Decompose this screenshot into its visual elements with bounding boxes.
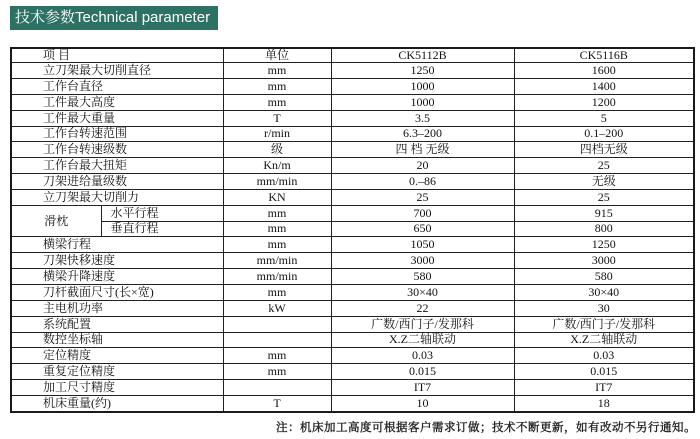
table-row	[11, 253, 694, 269]
value-cell: 1050	[331, 237, 514, 253]
table-body	[11, 63, 694, 412]
value-cell: 6.3–200	[331, 126, 514, 142]
table-row	[11, 221, 694, 237]
value-cell: 级	[223, 142, 331, 158]
row-label-cell: 刀架快移速度	[11, 253, 223, 269]
value-cell: IT7	[331, 380, 514, 396]
value-cell: mm	[223, 205, 331, 221]
technical-parameter-table	[10, 47, 695, 413]
row-label-cell: 水平行程	[101, 205, 223, 221]
value-cell: 1400	[514, 79, 694, 95]
table-row	[11, 300, 694, 316]
value-cell: Kn/m	[223, 158, 331, 174]
row-label-cell: 工作台最大扭矩	[11, 158, 223, 174]
value-cell: mm	[223, 221, 331, 237]
value-cell: kW	[223, 300, 331, 316]
value-cell: mm	[223, 348, 331, 364]
row-label-cell: 系统配置	[11, 316, 223, 332]
value-cell	[223, 316, 331, 332]
value-cell: 0.03	[514, 348, 694, 364]
value-cell: T	[223, 395, 331, 412]
table-row	[11, 126, 694, 142]
value-cell: 1250	[514, 237, 694, 253]
table-header-row	[11, 48, 694, 63]
value-cell	[223, 332, 331, 348]
row-label-cell: 加工尺寸精度	[11, 380, 223, 396]
value-cell: mm/min	[223, 269, 331, 285]
page-title: 技术参数Technical parameter	[10, 6, 218, 30]
value-cell: 1000	[331, 79, 514, 95]
value-cell: r/min	[223, 126, 331, 142]
value-cell: 3.5	[331, 110, 514, 126]
table-row	[11, 237, 694, 253]
value-cell: 无级	[514, 174, 694, 190]
value-cell: T	[223, 110, 331, 126]
value-cell: 1000	[331, 94, 514, 110]
value-cell: mm/min	[223, 174, 331, 190]
value-cell: 0.015	[514, 364, 694, 380]
column-header-item: 项 目	[11, 48, 223, 63]
group-label-cell: 滑枕	[11, 205, 101, 237]
table-row	[11, 189, 694, 205]
value-cell: 四档无级	[514, 142, 694, 158]
table-row	[11, 316, 694, 332]
value-cell: X.Z二轴联动	[331, 332, 514, 348]
row-label-cell: 重复定位精度	[11, 364, 223, 380]
value-cell: 650	[331, 221, 514, 237]
row-label-cell: 刀杆截面尺寸(长×宽)	[11, 285, 223, 301]
table-row	[11, 395, 694, 412]
row-label-cell: 数控坐标轴	[11, 332, 223, 348]
value-cell: mm	[223, 63, 331, 79]
row-label-cell: 机床重量(约)	[11, 395, 223, 412]
value-cell: 0.03	[331, 348, 514, 364]
table-row	[11, 158, 694, 174]
row-label-cell: 工件最大重量	[11, 110, 223, 126]
value-cell: 30	[514, 300, 694, 316]
table-row	[11, 142, 694, 158]
value-cell: mm/min	[223, 253, 331, 269]
row-label-cell: 横梁行程	[11, 237, 223, 253]
value-cell: IT7	[514, 380, 694, 396]
table-row	[11, 348, 694, 364]
value-cell: 18	[514, 395, 694, 412]
value-cell: 0.1–200	[514, 126, 694, 142]
value-cell: 广数/西门子/发那科	[514, 316, 694, 332]
value-cell: 广数/西门子/发那科	[331, 316, 514, 332]
value-cell: 0.–86	[331, 174, 514, 190]
table-row	[11, 332, 694, 348]
row-label-cell: 立刀架最大切削力	[11, 189, 223, 205]
table-row	[11, 364, 694, 380]
value-cell: 25	[331, 189, 514, 205]
footer-note: 注：机床加工高度可根据客户需求订做；技术不断更新，如有改动不另行通知。	[276, 422, 696, 434]
value-cell: mm	[223, 285, 331, 301]
value-cell	[223, 380, 331, 396]
table-row	[11, 205, 694, 221]
value-cell: 四 档 无级	[331, 142, 514, 158]
value-cell: mm	[223, 79, 331, 95]
value-cell: 700	[331, 205, 514, 221]
value-cell: 25	[514, 189, 694, 205]
value-cell: mm	[223, 237, 331, 253]
value-cell: 30×40	[331, 285, 514, 301]
table-row	[11, 79, 694, 95]
value-cell: 580	[514, 269, 694, 285]
value-cell: 10	[331, 395, 514, 412]
value-cell: 30×40	[514, 285, 694, 301]
value-cell: 1600	[514, 63, 694, 79]
column-header-ck5112b: CK5112B	[331, 48, 514, 63]
table-row	[11, 269, 694, 285]
value-cell: 915	[514, 205, 694, 221]
row-label-cell: 工作台直径	[11, 79, 223, 95]
value-cell: mm	[223, 94, 331, 110]
row-label-cell: 主电机功率	[11, 300, 223, 316]
value-cell: X.Z二轴联动	[514, 332, 694, 348]
value-cell: 800	[514, 221, 694, 237]
value-cell: 20	[331, 158, 514, 174]
row-label-cell: 工件最大高度	[11, 94, 223, 110]
value-cell: 0.015	[331, 364, 514, 380]
value-cell: 1250	[331, 63, 514, 79]
row-label-cell: 工作台转速级数	[11, 142, 223, 158]
value-cell: 5	[514, 110, 694, 126]
column-header-unit: 单位	[223, 48, 331, 63]
value-cell: 3000	[514, 253, 694, 269]
table-row	[11, 174, 694, 190]
value-cell: 580	[331, 269, 514, 285]
row-label-cell: 立刀架最大切削直径	[11, 63, 223, 79]
row-label-cell: 工作台转速范围	[11, 126, 223, 142]
row-label-cell: 垂直行程	[101, 221, 223, 237]
value-cell: 22	[331, 300, 514, 316]
table-row	[11, 380, 694, 396]
table-row	[11, 63, 694, 79]
value-cell: 25	[514, 158, 694, 174]
table-row	[11, 285, 694, 301]
value-cell: KN	[223, 189, 331, 205]
value-cell: 3000	[331, 253, 514, 269]
table-row	[11, 110, 694, 126]
row-label-cell: 定位精度	[11, 348, 223, 364]
row-label-cell: 刀架进给量级数	[11, 174, 223, 190]
table-row	[11, 94, 694, 110]
row-label-cell: 横梁升降速度	[11, 269, 223, 285]
column-header-ck5116b: CK5116B	[514, 48, 694, 63]
value-cell: 1200	[514, 94, 694, 110]
value-cell: mm	[223, 364, 331, 380]
